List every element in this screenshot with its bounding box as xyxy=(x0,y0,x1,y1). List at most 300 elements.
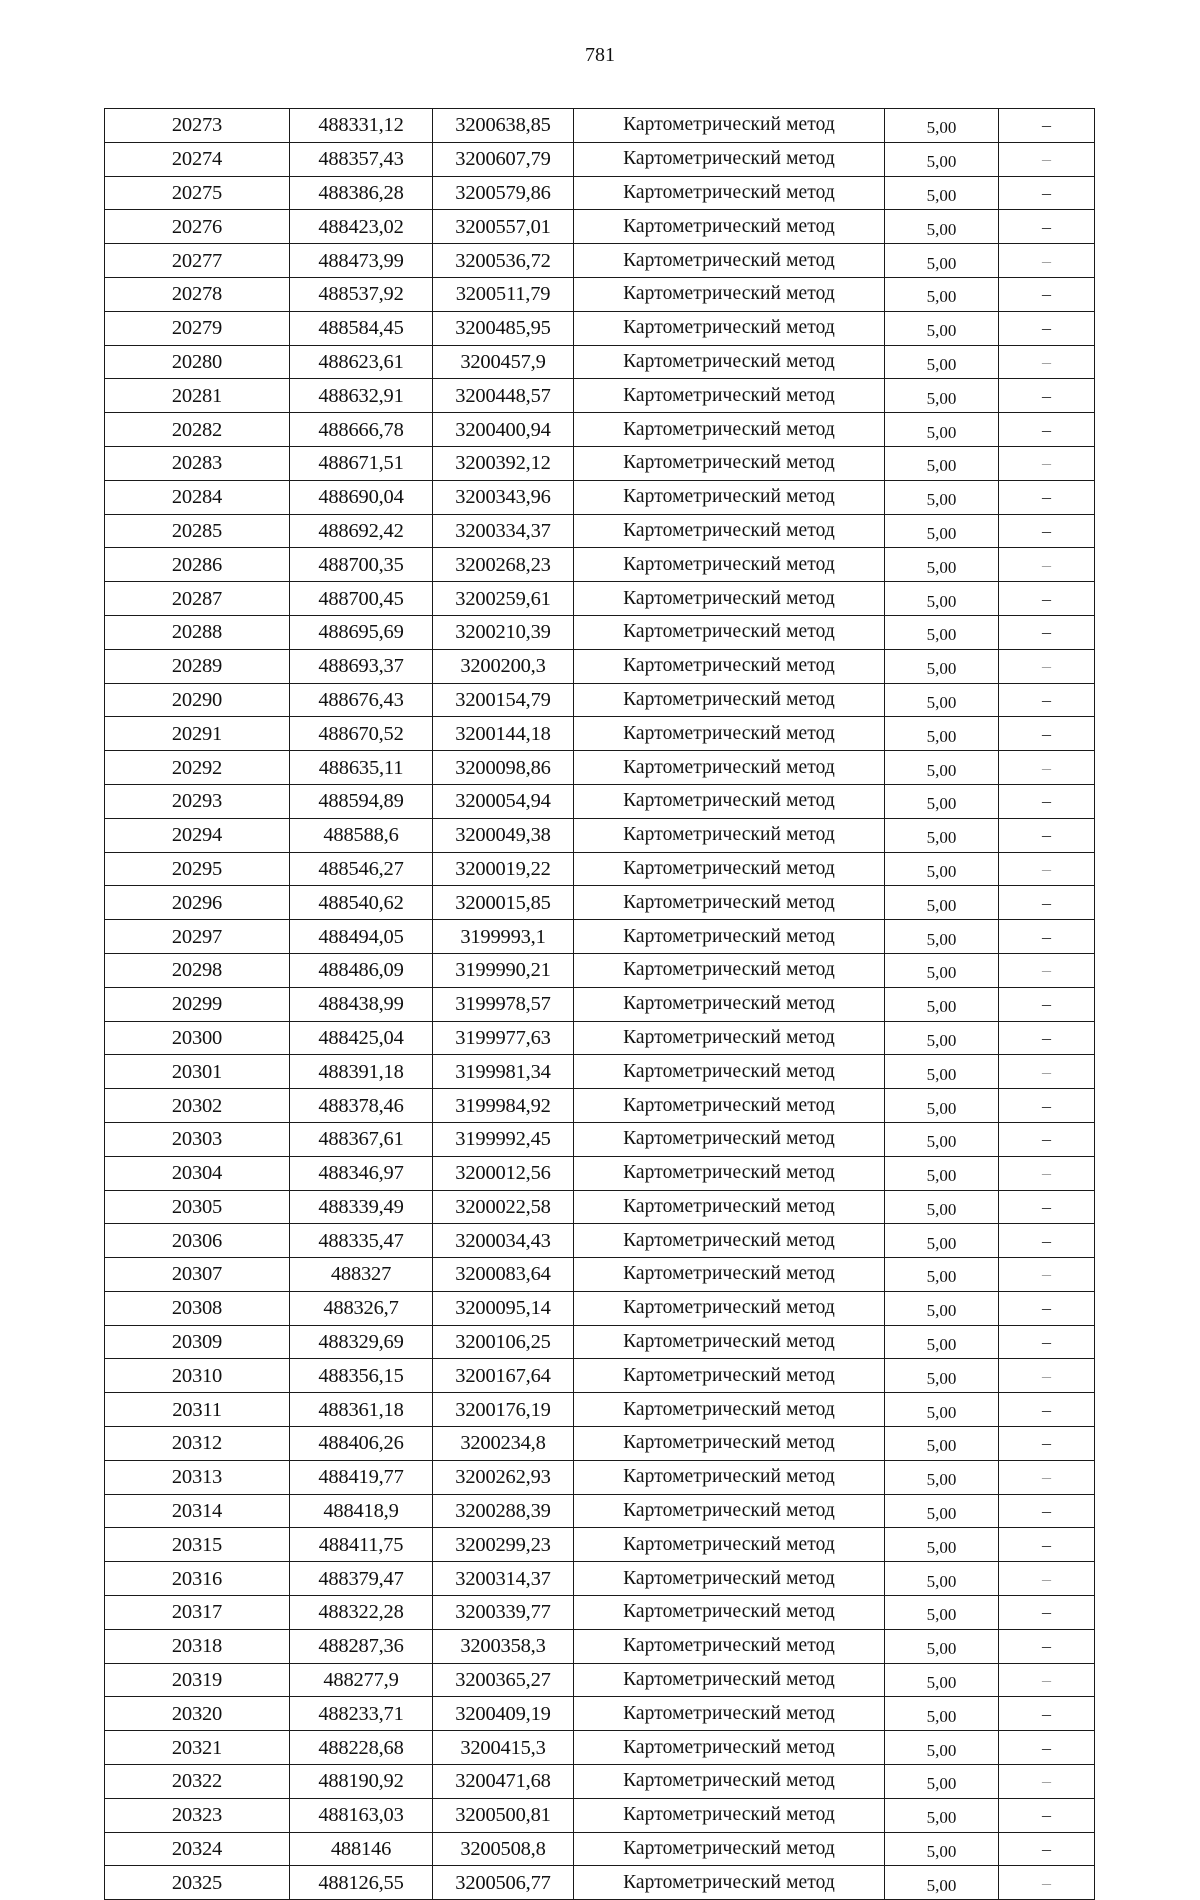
table-row xyxy=(105,345,1095,379)
x-coordinate-cell: 488327 xyxy=(290,1258,433,1292)
x-coordinate-cell: 488700,35 xyxy=(290,548,433,582)
x-coordinate-cell: 488287,36 xyxy=(290,1629,433,1663)
method-cell: Картометрический метод xyxy=(574,1359,885,1393)
note-cell: – xyxy=(999,1359,1095,1393)
y-coordinate-cell: 3200288,39 xyxy=(433,1494,574,1528)
y-coordinate-cell: 3200106,25 xyxy=(433,1325,574,1359)
point-number-cell: 20318 xyxy=(105,1629,290,1663)
point-number-cell: 20299 xyxy=(105,987,290,1021)
note-cell: – xyxy=(999,1697,1095,1731)
y-coordinate-cell: 3199990,21 xyxy=(433,953,574,987)
note-cell: – xyxy=(999,1393,1095,1427)
point-number-cell: 20315 xyxy=(105,1528,290,1562)
point-number-cell: 20323 xyxy=(105,1798,290,1832)
table-row xyxy=(105,582,1095,616)
point-number-cell: 20309 xyxy=(105,1325,290,1359)
point-number-cell: 20294 xyxy=(105,818,290,852)
note-cell: – xyxy=(999,1765,1095,1799)
table-row xyxy=(105,1798,1095,1832)
y-coordinate-cell: 3200508,8 xyxy=(433,1832,574,1866)
x-coordinate-cell: 488635,11 xyxy=(290,751,433,785)
method-cell: Картометрический метод xyxy=(574,1629,885,1663)
y-coordinate-cell: 3200054,94 xyxy=(433,784,574,818)
table-row xyxy=(105,1528,1095,1562)
accuracy-cell: 5,00 xyxy=(885,109,999,143)
point-number-cell: 20301 xyxy=(105,1055,290,1089)
point-number-cell: 20307 xyxy=(105,1258,290,1292)
x-coordinate-cell: 488361,18 xyxy=(290,1393,433,1427)
y-coordinate-cell: 3200579,86 xyxy=(433,176,574,210)
method-cell: Картометрический метод xyxy=(574,1765,885,1799)
table-row xyxy=(105,717,1095,751)
x-coordinate-cell: 488379,47 xyxy=(290,1562,433,1596)
accuracy-cell: 5,00 xyxy=(885,548,999,582)
note-cell: – xyxy=(999,1663,1095,1697)
x-coordinate-cell: 488693,37 xyxy=(290,649,433,683)
y-coordinate-cell: 3200259,61 xyxy=(433,582,574,616)
method-cell: Картометрический метод xyxy=(574,1596,885,1630)
point-number-cell: 20303 xyxy=(105,1122,290,1156)
note-cell: – xyxy=(999,1325,1095,1359)
table-row xyxy=(105,1427,1095,1461)
table-row xyxy=(105,1122,1095,1156)
note-cell: – xyxy=(999,1528,1095,1562)
x-coordinate-cell: 488335,47 xyxy=(290,1224,433,1258)
y-coordinate-cell: 3200022,58 xyxy=(433,1190,574,1224)
x-coordinate-cell: 488331,12 xyxy=(290,109,433,143)
x-coordinate-cell: 488386,28 xyxy=(290,176,433,210)
accuracy-cell: 5,00 xyxy=(885,1258,999,1292)
method-cell: Картометрический метод xyxy=(574,1291,885,1325)
table-row xyxy=(105,1224,1095,1258)
method-cell: Картометрический метод xyxy=(574,446,885,480)
point-number-cell: 20312 xyxy=(105,1427,290,1461)
y-coordinate-cell: 3200098,86 xyxy=(433,751,574,785)
method-cell: Картометрический метод xyxy=(574,1663,885,1697)
table-row xyxy=(105,683,1095,717)
x-coordinate-cell: 488411,75 xyxy=(290,1528,433,1562)
y-coordinate-cell: 3200557,01 xyxy=(433,210,574,244)
x-coordinate-cell: 488146 xyxy=(290,1832,433,1866)
accuracy-cell: 5,00 xyxy=(885,818,999,852)
x-coordinate-cell: 488671,51 xyxy=(290,446,433,480)
method-cell: Картометрический метод xyxy=(574,1055,885,1089)
table-row xyxy=(105,514,1095,548)
method-cell: Картометрический метод xyxy=(574,1224,885,1258)
point-number-cell: 20292 xyxy=(105,751,290,785)
accuracy-cell: 5,00 xyxy=(885,920,999,954)
accuracy-cell: 5,00 xyxy=(885,446,999,480)
point-number-cell: 20324 xyxy=(105,1832,290,1866)
accuracy-cell: 5,00 xyxy=(885,244,999,278)
point-number-cell: 20321 xyxy=(105,1731,290,1765)
method-cell: Картометрический метод xyxy=(574,1156,885,1190)
method-cell: Картометрический метод xyxy=(574,649,885,683)
y-coordinate-cell: 3200506,77 xyxy=(433,1866,574,1900)
y-coordinate-cell: 3200334,37 xyxy=(433,514,574,548)
accuracy-cell: 5,00 xyxy=(885,345,999,379)
method-cell: Картометрический метод xyxy=(574,1866,885,1900)
table-row xyxy=(105,1393,1095,1427)
point-number-cell: 20298 xyxy=(105,953,290,987)
note-cell: – xyxy=(999,852,1095,886)
table-row xyxy=(105,953,1095,987)
method-cell: Картометрический метод xyxy=(574,1190,885,1224)
note-cell: – xyxy=(999,1460,1095,1494)
x-coordinate-cell: 488423,02 xyxy=(290,210,433,244)
y-coordinate-cell: 3200485,95 xyxy=(433,311,574,345)
table-row xyxy=(105,176,1095,210)
method-cell: Картометрический метод xyxy=(574,210,885,244)
table-row xyxy=(105,210,1095,244)
point-number-cell: 20284 xyxy=(105,480,290,514)
point-number-cell: 20319 xyxy=(105,1663,290,1697)
accuracy-cell: 5,00 xyxy=(885,987,999,1021)
point-number-cell: 20314 xyxy=(105,1494,290,1528)
y-coordinate-cell: 3200083,64 xyxy=(433,1258,574,1292)
x-coordinate-cell: 488329,69 xyxy=(290,1325,433,1359)
method-cell: Картометрический метод xyxy=(574,548,885,582)
table-row xyxy=(105,1460,1095,1494)
table-row xyxy=(105,1190,1095,1224)
point-number-cell: 20278 xyxy=(105,277,290,311)
x-coordinate-cell: 488357,43 xyxy=(290,142,433,176)
accuracy-cell: 5,00 xyxy=(885,1055,999,1089)
note-cell: – xyxy=(999,1629,1095,1663)
table-row xyxy=(105,751,1095,785)
accuracy-cell: 5,00 xyxy=(885,683,999,717)
point-number-cell: 20281 xyxy=(105,379,290,413)
table-row xyxy=(105,446,1095,480)
table-row xyxy=(105,649,1095,683)
accuracy-cell: 5,00 xyxy=(885,852,999,886)
x-coordinate-cell: 488692,42 xyxy=(290,514,433,548)
x-coordinate-cell: 488494,05 xyxy=(290,920,433,954)
table-row xyxy=(105,1021,1095,1055)
x-coordinate-cell: 488632,91 xyxy=(290,379,433,413)
x-coordinate-cell: 488419,77 xyxy=(290,1460,433,1494)
note-cell: – xyxy=(999,1089,1095,1123)
y-coordinate-cell: 3199993,1 xyxy=(433,920,574,954)
point-number-cell: 20295 xyxy=(105,852,290,886)
x-coordinate-cell: 488233,71 xyxy=(290,1697,433,1731)
y-coordinate-cell: 3200343,96 xyxy=(433,480,574,514)
accuracy-cell: 5,00 xyxy=(885,176,999,210)
note-cell: – xyxy=(999,345,1095,379)
method-cell: Картометрический метод xyxy=(574,1562,885,1596)
point-number-cell: 20300 xyxy=(105,1021,290,1055)
x-coordinate-cell: 488438,99 xyxy=(290,987,433,1021)
x-coordinate-cell: 488126,55 xyxy=(290,1866,433,1900)
y-coordinate-cell: 3200200,3 xyxy=(433,649,574,683)
x-coordinate-cell: 488163,03 xyxy=(290,1798,433,1832)
accuracy-cell: 5,00 xyxy=(885,1765,999,1799)
accuracy-cell: 5,00 xyxy=(885,953,999,987)
table-row xyxy=(105,1866,1095,1900)
method-cell: Картометрический метод xyxy=(574,852,885,886)
point-number-cell: 20290 xyxy=(105,683,290,717)
x-coordinate-cell: 488537,92 xyxy=(290,277,433,311)
x-coordinate-cell: 488326,7 xyxy=(290,1291,433,1325)
accuracy-cell: 5,00 xyxy=(885,1325,999,1359)
table-row xyxy=(105,1325,1095,1359)
y-coordinate-cell: 3200448,57 xyxy=(433,379,574,413)
method-cell: Картометрический метод xyxy=(574,818,885,852)
note-cell: – xyxy=(999,1731,1095,1765)
table-row xyxy=(105,480,1095,514)
table-row xyxy=(105,1832,1095,1866)
method-cell: Картометрический метод xyxy=(574,1393,885,1427)
method-cell: Картометрический метод xyxy=(574,244,885,278)
table-row xyxy=(105,1596,1095,1630)
point-number-cell: 20280 xyxy=(105,345,290,379)
note-cell: – xyxy=(999,683,1095,717)
point-number-cell: 20316 xyxy=(105,1562,290,1596)
table-row xyxy=(105,1629,1095,1663)
point-number-cell: 20293 xyxy=(105,784,290,818)
table-row xyxy=(105,1697,1095,1731)
accuracy-cell: 5,00 xyxy=(885,1697,999,1731)
accuracy-cell: 5,00 xyxy=(885,514,999,548)
y-coordinate-cell: 3200457,9 xyxy=(433,345,574,379)
point-number-cell: 20286 xyxy=(105,548,290,582)
table-row xyxy=(105,987,1095,1021)
note-cell: – xyxy=(999,1291,1095,1325)
method-cell: Картометрический метод xyxy=(574,1089,885,1123)
accuracy-cell: 5,00 xyxy=(885,784,999,818)
x-coordinate-cell: 488277,9 xyxy=(290,1663,433,1697)
method-cell: Картометрический метод xyxy=(574,920,885,954)
accuracy-cell: 5,00 xyxy=(885,649,999,683)
note-cell: – xyxy=(999,1798,1095,1832)
method-cell: Картометрический метод xyxy=(574,1697,885,1731)
point-number-cell: 20317 xyxy=(105,1596,290,1630)
point-number-cell: 20276 xyxy=(105,210,290,244)
method-cell: Картометрический метод xyxy=(574,717,885,751)
y-coordinate-cell: 3200268,23 xyxy=(433,548,574,582)
y-coordinate-cell: 3199978,57 xyxy=(433,987,574,1021)
point-number-cell: 20275 xyxy=(105,176,290,210)
point-number-cell: 20273 xyxy=(105,109,290,143)
x-coordinate-cell: 488546,27 xyxy=(290,852,433,886)
y-coordinate-cell: 3200015,85 xyxy=(433,886,574,920)
method-cell: Картометрический метод xyxy=(574,277,885,311)
method-cell: Картометрический метод xyxy=(574,1494,885,1528)
x-coordinate-cell: 488676,43 xyxy=(290,683,433,717)
table-row xyxy=(105,1359,1095,1393)
table-row xyxy=(105,784,1095,818)
x-coordinate-cell: 488346,97 xyxy=(290,1156,433,1190)
accuracy-cell: 5,00 xyxy=(885,1663,999,1697)
method-cell: Картометрический метод xyxy=(574,751,885,785)
method-cell: Картометрический метод xyxy=(574,1325,885,1359)
note-cell: – xyxy=(999,818,1095,852)
x-coordinate-cell: 488418,9 xyxy=(290,1494,433,1528)
x-coordinate-cell: 488588,6 xyxy=(290,818,433,852)
table-row xyxy=(105,1258,1095,1292)
accuracy-cell: 5,00 xyxy=(885,1291,999,1325)
method-cell: Картометрический метод xyxy=(574,1122,885,1156)
accuracy-cell: 5,00 xyxy=(885,717,999,751)
y-coordinate-cell: 3199977,63 xyxy=(433,1021,574,1055)
point-number-cell: 20283 xyxy=(105,446,290,480)
x-coordinate-cell: 488594,89 xyxy=(290,784,433,818)
y-coordinate-cell: 3200471,68 xyxy=(433,1765,574,1799)
table-row xyxy=(105,109,1095,143)
note-cell: – xyxy=(999,1562,1095,1596)
table-row xyxy=(105,311,1095,345)
method-cell: Картометрический метод xyxy=(574,142,885,176)
method-cell: Картометрический метод xyxy=(574,1731,885,1765)
note-cell: – xyxy=(999,379,1095,413)
x-coordinate-cell: 488473,99 xyxy=(290,244,433,278)
note-cell: – xyxy=(999,987,1095,1021)
table-row xyxy=(105,1291,1095,1325)
accuracy-cell: 5,00 xyxy=(885,1866,999,1900)
point-number-cell: 20304 xyxy=(105,1156,290,1190)
method-cell: Картометрический метод xyxy=(574,1460,885,1494)
coordinates-table-body xyxy=(105,109,1095,1900)
table-row xyxy=(105,142,1095,176)
y-coordinate-cell: 3200154,79 xyxy=(433,683,574,717)
point-number-cell: 20291 xyxy=(105,717,290,751)
point-number-cell: 20287 xyxy=(105,582,290,616)
table-row xyxy=(105,1055,1095,1089)
point-number-cell: 20277 xyxy=(105,244,290,278)
y-coordinate-cell: 3200299,23 xyxy=(433,1528,574,1562)
method-cell: Картометрический метод xyxy=(574,379,885,413)
point-number-cell: 20289 xyxy=(105,649,290,683)
accuracy-cell: 5,00 xyxy=(885,1832,999,1866)
y-coordinate-cell: 3200638,85 xyxy=(433,109,574,143)
accuracy-cell: 5,00 xyxy=(885,1460,999,1494)
note-cell: – xyxy=(999,1122,1095,1156)
note-cell: – xyxy=(999,1258,1095,1292)
method-cell: Картометрический метод xyxy=(574,480,885,514)
accuracy-cell: 5,00 xyxy=(885,1494,999,1528)
note-cell: – xyxy=(999,514,1095,548)
note-cell: – xyxy=(999,920,1095,954)
note-cell: – xyxy=(999,277,1095,311)
accuracy-cell: 5,00 xyxy=(885,210,999,244)
point-number-cell: 20296 xyxy=(105,886,290,920)
x-coordinate-cell: 488690,04 xyxy=(290,480,433,514)
note-cell: – xyxy=(999,784,1095,818)
x-coordinate-cell: 488425,04 xyxy=(290,1021,433,1055)
y-coordinate-cell: 3200012,56 xyxy=(433,1156,574,1190)
table-row xyxy=(105,548,1095,582)
table-row xyxy=(105,1663,1095,1697)
table-row xyxy=(105,615,1095,649)
x-coordinate-cell: 488391,18 xyxy=(290,1055,433,1089)
accuracy-cell: 5,00 xyxy=(885,1089,999,1123)
point-number-cell: 20297 xyxy=(105,920,290,954)
table-row xyxy=(105,413,1095,447)
note-cell: – xyxy=(999,717,1095,751)
note-cell: – xyxy=(999,142,1095,176)
note-cell: – xyxy=(999,311,1095,345)
table-row xyxy=(105,886,1095,920)
y-coordinate-cell: 3200095,14 xyxy=(433,1291,574,1325)
accuracy-cell: 5,00 xyxy=(885,1596,999,1630)
table-row xyxy=(105,1156,1095,1190)
note-cell: – xyxy=(999,886,1095,920)
x-coordinate-cell: 488623,61 xyxy=(290,345,433,379)
method-cell: Картометрический метод xyxy=(574,1258,885,1292)
accuracy-cell: 5,00 xyxy=(885,311,999,345)
note-cell: – xyxy=(999,1832,1095,1866)
x-coordinate-cell: 488339,49 xyxy=(290,1190,433,1224)
accuracy-cell: 5,00 xyxy=(885,1021,999,1055)
note-cell: – xyxy=(999,1494,1095,1528)
note-cell: – xyxy=(999,751,1095,785)
note-cell: – xyxy=(999,953,1095,987)
accuracy-cell: 5,00 xyxy=(885,277,999,311)
table-row xyxy=(105,1562,1095,1596)
point-number-cell: 20305 xyxy=(105,1190,290,1224)
note-cell: – xyxy=(999,413,1095,447)
method-cell: Картометрический метод xyxy=(574,953,885,987)
method-cell: Картометрический метод xyxy=(574,311,885,345)
note-cell: – xyxy=(999,548,1095,582)
table-row xyxy=(105,379,1095,413)
note-cell: – xyxy=(999,615,1095,649)
note-cell: – xyxy=(999,244,1095,278)
method-cell: Картометрический метод xyxy=(574,886,885,920)
accuracy-cell: 5,00 xyxy=(885,751,999,785)
note-cell: – xyxy=(999,1596,1095,1630)
point-number-cell: 20322 xyxy=(105,1765,290,1799)
accuracy-cell: 5,00 xyxy=(885,582,999,616)
accuracy-cell: 5,00 xyxy=(885,1359,999,1393)
point-number-cell: 20274 xyxy=(105,142,290,176)
table-row xyxy=(105,244,1095,278)
method-cell: Картометрический метод xyxy=(574,109,885,143)
method-cell: Картометрический метод xyxy=(574,1528,885,1562)
y-coordinate-cell: 3200167,64 xyxy=(433,1359,574,1393)
point-number-cell: 20313 xyxy=(105,1460,290,1494)
point-number-cell: 20279 xyxy=(105,311,290,345)
y-coordinate-cell: 3200400,94 xyxy=(433,413,574,447)
table-row xyxy=(105,852,1095,886)
y-coordinate-cell: 3200049,38 xyxy=(433,818,574,852)
note-cell: – xyxy=(999,1427,1095,1461)
point-number-cell: 20310 xyxy=(105,1359,290,1393)
x-coordinate-cell: 488486,09 xyxy=(290,953,433,987)
note-cell: – xyxy=(999,1021,1095,1055)
x-coordinate-cell: 488406,26 xyxy=(290,1427,433,1461)
y-coordinate-cell: 3200019,22 xyxy=(433,852,574,886)
y-coordinate-cell: 3200358,3 xyxy=(433,1629,574,1663)
accuracy-cell: 5,00 xyxy=(885,1224,999,1258)
y-coordinate-cell: 3200176,19 xyxy=(433,1393,574,1427)
table-row xyxy=(105,277,1095,311)
point-number-cell: 20320 xyxy=(105,1697,290,1731)
accuracy-cell: 5,00 xyxy=(885,615,999,649)
x-coordinate-cell: 488190,92 xyxy=(290,1765,433,1799)
x-coordinate-cell: 488670,52 xyxy=(290,717,433,751)
note-cell: – xyxy=(999,109,1095,143)
method-cell: Картометрический метод xyxy=(574,784,885,818)
method-cell: Картометрический метод xyxy=(574,176,885,210)
y-coordinate-cell: 3200392,12 xyxy=(433,446,574,480)
note-cell: – xyxy=(999,1224,1095,1258)
y-coordinate-cell: 3199992,45 xyxy=(433,1122,574,1156)
y-coordinate-cell: 3200536,72 xyxy=(433,244,574,278)
y-coordinate-cell: 3200409,19 xyxy=(433,1697,574,1731)
y-coordinate-cell: 3200262,93 xyxy=(433,1460,574,1494)
table-row xyxy=(105,818,1095,852)
